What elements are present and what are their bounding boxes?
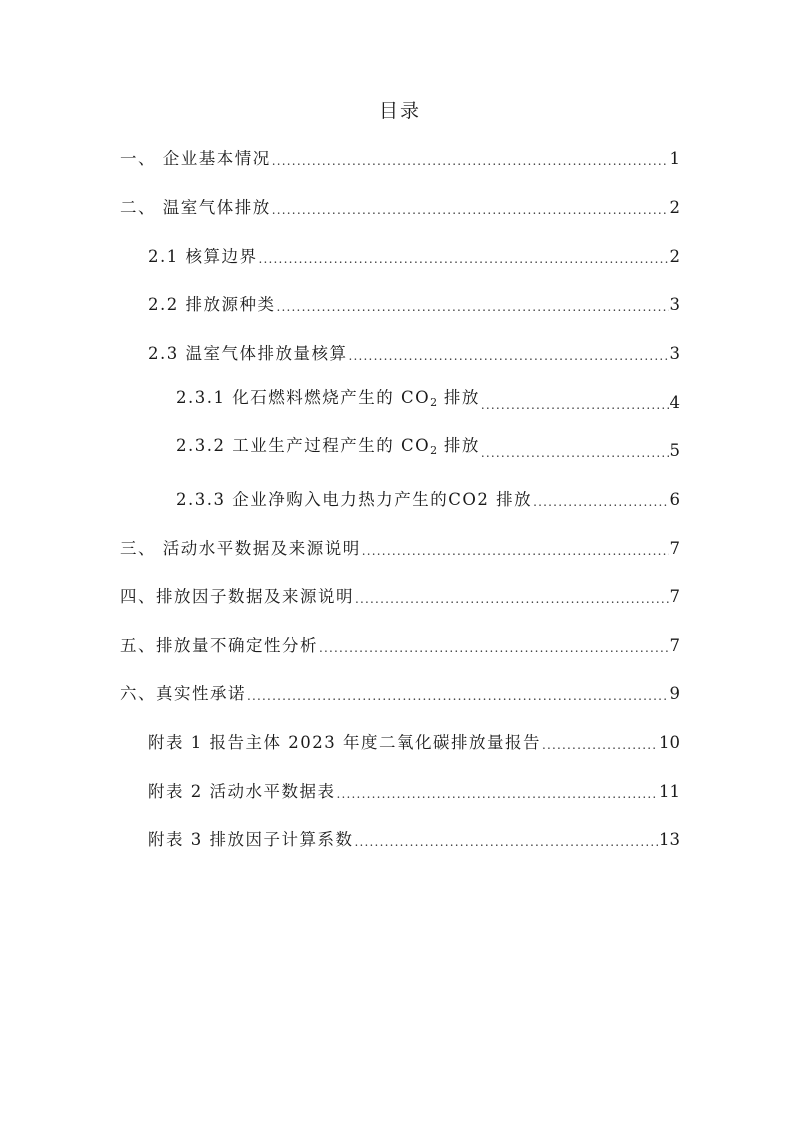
toc-page-number: 2 xyxy=(669,247,680,266)
dot-leader xyxy=(533,491,668,513)
toc-page-number: 2 xyxy=(669,198,680,217)
label-main: 2.3.1 化石燃料燃烧产生的 CO xyxy=(176,388,431,407)
toc-entry-6[interactable] xyxy=(120,681,680,707)
toc-page-number: 6 xyxy=(669,490,680,509)
dot-leader xyxy=(247,685,669,707)
toc-page-number: 9 xyxy=(669,684,680,703)
dot-leader xyxy=(259,248,669,270)
dot-leader xyxy=(319,637,669,659)
toc-entry-2-2[interactable] xyxy=(148,292,680,318)
toc-entry-label: 2.1 核算边界 xyxy=(148,247,258,266)
toc-entry-2-3-2[interactable] xyxy=(176,438,680,464)
toc-entry-5[interactable] xyxy=(120,633,680,659)
toc-entry-label: 二、 温室气体排放 xyxy=(120,198,271,217)
dot-leader xyxy=(355,588,669,610)
toc-page-number: 4 xyxy=(669,393,680,412)
toc-page-number: 10 xyxy=(659,733,680,752)
dot-leader xyxy=(362,540,669,562)
toc-entry-2-3[interactable] xyxy=(148,341,680,367)
toc-entry-label xyxy=(176,385,480,416)
toc-entry-label xyxy=(176,433,480,464)
subscript: 2 xyxy=(430,396,438,409)
toc-page-number: 7 xyxy=(669,636,680,655)
toc-entry-label: 2.2 排放源种类 xyxy=(148,295,276,314)
label-tail: 排放 xyxy=(437,388,480,407)
label-main: 2.3.2 工业生产过程产生的 CO xyxy=(176,436,431,455)
label-tail: 排放 xyxy=(437,436,480,455)
toc-entry-label: 四、排放因子数据及来源说明 xyxy=(120,587,354,606)
dot-leader xyxy=(272,150,669,172)
toc-entry-appendix-2[interactable] xyxy=(148,779,680,805)
dot-leader xyxy=(272,199,669,221)
toc-entry-label: 五、排放量不确定性分析 xyxy=(120,636,318,655)
toc-entry-label: 附表 3 排放因子计算系数 xyxy=(148,830,354,849)
subscript: 2 xyxy=(430,444,438,457)
toc-entry-2-1[interactable] xyxy=(148,244,680,270)
toc-entry-1[interactable] xyxy=(120,146,680,172)
toc-entry-label: 2.3.3 企业净购入电力热力产生的CO2 排放 xyxy=(176,490,533,509)
toc-entry-label: 一、 企业基本情况 xyxy=(120,149,271,168)
dot-leader xyxy=(542,734,658,756)
dot-leader xyxy=(355,831,659,853)
dot-leader xyxy=(349,345,669,367)
dot-leader xyxy=(481,394,669,416)
dot-leader xyxy=(337,783,659,805)
toc-entry-label: 三、 活动水平数据及来源说明 xyxy=(120,539,361,558)
toc-page-number: 13 xyxy=(659,830,680,849)
toc-entry-label: 六、真实性承诺 xyxy=(120,684,246,703)
toc-entry-label: 2.3 温室气体排放量核算 xyxy=(148,344,348,363)
toc-entry-appendix-3[interactable] xyxy=(148,827,680,853)
toc-page-number: 7 xyxy=(669,587,680,606)
toc-entry-2-3-1[interactable] xyxy=(176,390,680,416)
page-title: 目录 xyxy=(378,100,421,122)
toc-page-number: 7 xyxy=(669,539,680,558)
toc-entry-4[interactable] xyxy=(120,584,680,610)
toc-entry-3[interactable] xyxy=(120,536,680,562)
toc-entry-appendix-1[interactable] xyxy=(148,730,680,756)
toc-page-number: 3 xyxy=(669,344,680,363)
toc-page-number: 3 xyxy=(669,295,680,314)
dot-leader xyxy=(277,296,669,318)
toc-entry-2-3-3[interactable] xyxy=(176,487,680,513)
toc-entry-label: 附表 2 活动水平数据表 xyxy=(148,782,336,801)
toc-entry-2[interactable] xyxy=(120,195,680,221)
toc-entry-label: 附表 1 报告主体 2023 年度二氧化碳排放量报告 xyxy=(148,733,541,752)
toc-page-number: 5 xyxy=(669,441,680,460)
toc-page-number: 11 xyxy=(659,782,680,801)
dot-leader xyxy=(481,442,669,464)
toc-page-number: 1 xyxy=(669,149,680,168)
